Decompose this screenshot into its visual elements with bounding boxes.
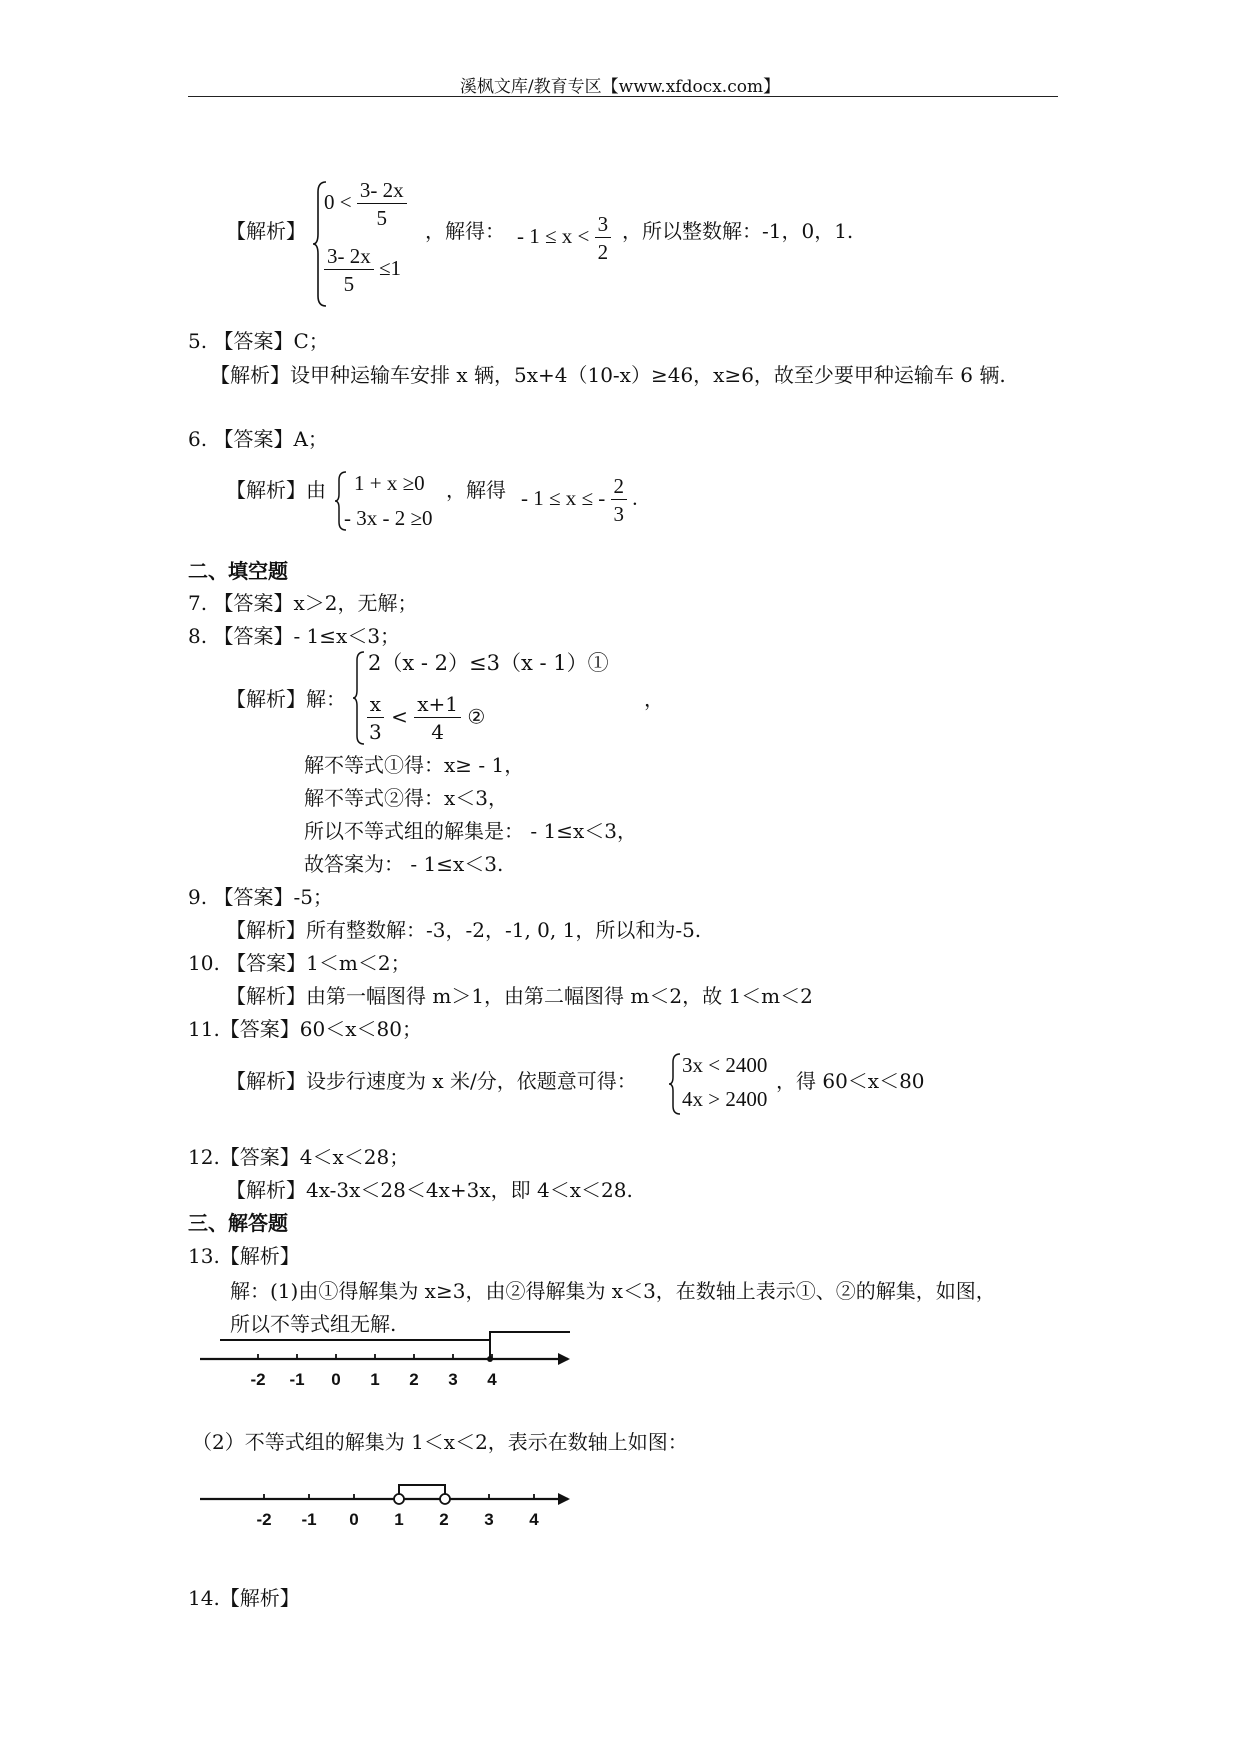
solution-interval-1-to-2 <box>399 1485 445 1499</box>
q7-answer: 7. 【答案】x＞2，无解； <box>188 591 418 615</box>
q8-step-2: 解不等式②得：x＜3， <box>304 786 509 810</box>
q11-answer: 11.【答案】60＜x＜80； <box>188 1017 422 1041</box>
q4-frac-den: 5 <box>376 206 387 230</box>
q4-analysis-label: 【解析】 <box>226 219 306 243</box>
number-line-1-tick-label: 2 <box>409 1370 419 1389</box>
number-line-1-tick-label: 4 <box>487 1370 497 1389</box>
q13-text-2: 所以不等式组无解. <box>230 1312 397 1336</box>
q5-analysis: 【解析】设甲种运输车安排 x 辆，5x+4（10-x）≥46，x≥6，故至少要甲种运输车 6 辆. <box>210 363 1006 387</box>
number-line-2-tick-label: -2 <box>256 1510 272 1529</box>
q4-frac-num: 3- 2x <box>357 178 407 204</box>
q14-label: 14.【解析】 <box>188 1586 300 1610</box>
q12-answer: 12.【答案】4＜x＜28； <box>188 1145 410 1169</box>
q11-analysis: 【解析】设步行速度为 x 米/分，依题意可得： <box>226 1069 637 1093</box>
number-line-2-tick-label: 3 <box>484 1510 494 1529</box>
header-rule <box>188 96 1058 97</box>
number-line-2-arrow <box>558 1493 570 1505</box>
q4-system-line1: 0 < $\frac{3- 2x}{5}$ <box>324 178 407 230</box>
q12-analysis: 【解析】4x-3x＜28＜4x+3x，即 4＜x＜28. <box>226 1178 633 1202</box>
q4-system-line2: $\frac{3- 2x}{5}$ ≤1 <box>324 244 401 296</box>
q9-analysis: 【解析】所有整数解：-3，-2，-1, 0, 1，所以和为-5. <box>226 918 702 942</box>
q6-system-line1: 1 + x ≥0 <box>354 471 425 495</box>
q8-system-line2: $\frac{x}{3}$ < $\frac{x+1}{4}$ ② <box>366 692 485 744</box>
q13-text-3: （2）不等式组的解集为 1＜x＜2，表示在数轴上如图： <box>192 1430 688 1454</box>
q8-system-line1: 2（x - 2）≤3（x - 1）① <box>368 651 609 675</box>
solution-ray-x-less-than-3 <box>220 1340 490 1357</box>
q9-answer: 9. 【答案】-5； <box>188 885 333 909</box>
q8-step-1: 解不等式①得：x≥ - 1， <box>304 753 525 777</box>
q8-step-4: 故答案为： - 1≤x＜3. <box>304 852 504 876</box>
number-line-1-tick-label: -2 <box>250 1370 266 1389</box>
q11-system-line2: 4x > 2400 <box>682 1087 768 1111</box>
q8-step-3: 所以不等式组的解集是： - 1≤x＜3， <box>304 819 637 843</box>
q8-analysis-label: 【解析】解： <box>226 687 346 711</box>
q13-text-1: 解：(1)由①得解集为 x≥3，由②得解集为 x＜3，在数轴上表示①、②的解集，如图， <box>230 1279 996 1303</box>
q8-system-brace <box>352 650 366 746</box>
q4-solve-text: ，解得： <box>425 219 505 243</box>
page-header: 溪枫文库/教育专区【www.xfdocx.com】 <box>459 77 781 97</box>
number-line-1-tick-label: 1 <box>370 1370 380 1389</box>
number-line-2-tick-label: 1 <box>394 1510 404 1529</box>
number-line-2-tick-label: -1 <box>301 1510 317 1529</box>
q13-label: 13.【解析】 <box>188 1244 300 1268</box>
q4-integers: ，所以整数解：-1，0，1. <box>622 219 854 243</box>
number-line-2-tick-label: 0 <box>349 1510 359 1529</box>
q6-system-line2: - 3x - 2 ≥0 <box>344 506 433 530</box>
number-line-1-arrow <box>558 1353 570 1365</box>
number-line-2-tick-label: 4 <box>529 1510 539 1529</box>
q6-answer: 6. 【答案】A； <box>188 427 328 451</box>
q4-result: - 1 ≤ x < $\frac{3}{2}$ <box>517 212 611 264</box>
open-endpoint-2 <box>440 1494 450 1504</box>
q11-system-brace <box>668 1052 682 1116</box>
open-endpoint-1 <box>394 1494 404 1504</box>
section-solutions-title: 三、解答题 <box>188 1211 288 1235</box>
q8-answer: 8. 【答案】- 1≤x＜3； <box>188 624 401 648</box>
section-fill-in-title: 二、填空题 <box>188 559 288 583</box>
number-line-1 <box>200 1325 580 1397</box>
q6-result: - 1 ≤ x ≤ - $\frac{2}{3}$ . <box>521 474 638 526</box>
q10-analysis: 【解析】由第一幅图得 m＞1，由第二幅图得 m＜2，故 1＜m＜2 <box>226 984 813 1008</box>
number-line-1-tick-label: 3 <box>448 1370 458 1389</box>
number-line-2 <box>200 1465 580 1537</box>
q10-answer: 10. 【答案】1＜m＜2； <box>188 951 411 975</box>
number-line-1-tick-label: 0 <box>331 1370 341 1389</box>
number-line-2-tick-label: 2 <box>439 1510 449 1529</box>
q11-system-line1: 3x < 2400 <box>682 1053 768 1077</box>
q8-system-comma: ， <box>644 687 664 711</box>
q6-solve-text: ，解得 <box>446 478 506 502</box>
endpoint-3 <box>487 1356 493 1362</box>
q6-analysis-label: 【解析】由 <box>226 478 326 502</box>
q11-result: ，得 60＜x＜80 <box>776 1069 925 1093</box>
q5-answer: 5. 【答案】C； <box>188 329 329 353</box>
number-line-1-tick-label: -1 <box>289 1370 305 1389</box>
